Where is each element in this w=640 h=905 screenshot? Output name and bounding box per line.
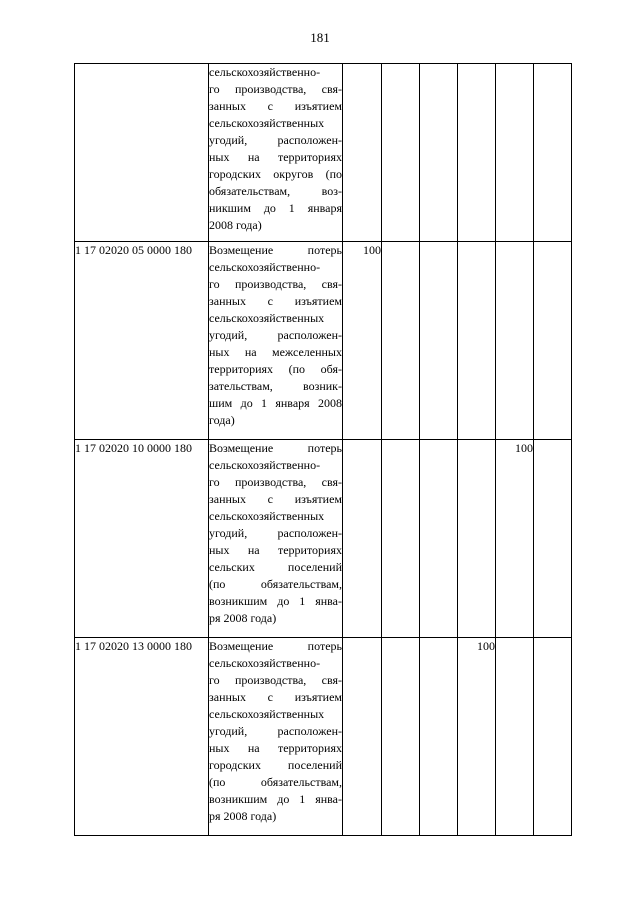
description-line: сельскохозяйственно- [209,65,321,79]
value-cell [382,242,420,440]
value-cell [458,440,496,638]
value-cell [382,64,420,242]
description-line: сельскохозяйственных [209,707,325,721]
budget-code-cell [75,64,209,242]
description-line: городских поселений [209,758,342,772]
value-cell [343,64,382,242]
value-cell: 100 [458,638,496,836]
budget-code-cell: 1 17 02020 05 0000 180 [75,242,209,440]
value-cell [382,638,420,836]
value-cell [458,64,496,242]
description-line: (по обязательствам, [209,775,342,789]
table-row [75,638,572,836]
value-cell [420,440,458,638]
value-cell [496,64,534,242]
description-cell [209,64,343,242]
description-line: ных на территориях [209,741,342,755]
description-line: ных на межселенных [209,345,342,359]
description-line: Возмещение потерь [209,639,342,653]
description-line: Возмещение потерь [209,243,342,257]
value-cell: 100 [343,242,382,440]
description-line: угодий, расположен- [209,133,342,147]
value-cell: 100 [496,440,534,638]
description-line: сельскохозяйственно- [209,458,321,472]
table-row [75,440,572,638]
description-line: го производства, свя- [209,475,342,489]
description-cell [209,440,343,638]
value-cell [420,242,458,440]
description-line: ных на территориях [209,150,342,164]
budget-table [74,63,572,836]
value-cell [382,440,420,638]
description-line: сельскохозяйственно- [209,656,321,670]
budget-code-cell: 1 17 02020 13 0000 180 [75,638,209,836]
value-cell [343,638,382,836]
description-line: сельскохозяйственных [209,116,325,130]
description-line: угодий, расположен- [209,328,342,342]
description-line: сельскохозяйственных [209,509,325,523]
value-cell [420,638,458,836]
description-line: шим до 1 января 2008 [209,396,342,410]
description-line: никшим до 1 января [209,201,342,215]
description-line: ря 2008 года) [209,611,277,625]
value-cell [496,638,534,836]
page-number: 181 [310,30,330,45]
description-line: го производства, свя- [209,673,342,687]
description-line: занных с изъятием [209,492,342,506]
value-cell [343,440,382,638]
description-line: обязательствам, воз- [209,184,342,198]
description-line: занных с изъятием [209,294,342,308]
table-body [75,64,572,836]
description-line: занных с изъятием [209,690,342,704]
value-cell [534,64,572,242]
description-cell [209,242,343,440]
value-cell [458,242,496,440]
description-line: Возмещение потерь [209,441,342,455]
description-line: 2008 года) [209,218,262,232]
description-line: года) [209,413,235,427]
table-row [75,242,572,440]
value-cell [534,638,572,836]
description-line: возникшим до 1 янва- [209,792,342,806]
description-line: возникшим до 1 янва- [209,594,342,608]
description-line: угодий, расположен- [209,724,342,738]
description-line: го производства, свя- [209,82,342,96]
description-line: сельскохозяйственных [209,311,325,325]
description-line: городских округов (по [209,167,342,181]
description-line: занных с изъятием [209,99,342,113]
description-line: го производства, свя- [209,277,342,291]
description-line: угодий, расположен- [209,526,342,540]
budget-code-cell: 1 17 02020 10 0000 180 [75,440,209,638]
description-line: зательствам, возник- [209,379,342,393]
value-cell [496,242,534,440]
description-line: территориях (по обя- [209,362,342,376]
table-row [75,64,572,242]
description-line: сельских поселений [209,560,342,574]
description-cell [209,638,343,836]
description-line: ных на территориях [209,543,342,557]
value-cell [534,440,572,638]
value-cell [420,64,458,242]
value-cell [534,242,572,440]
description-line: (по обязательствам, [209,577,342,591]
description-line: ря 2008 года) [209,809,277,823]
description-line: сельскохозяйственно- [209,260,321,274]
